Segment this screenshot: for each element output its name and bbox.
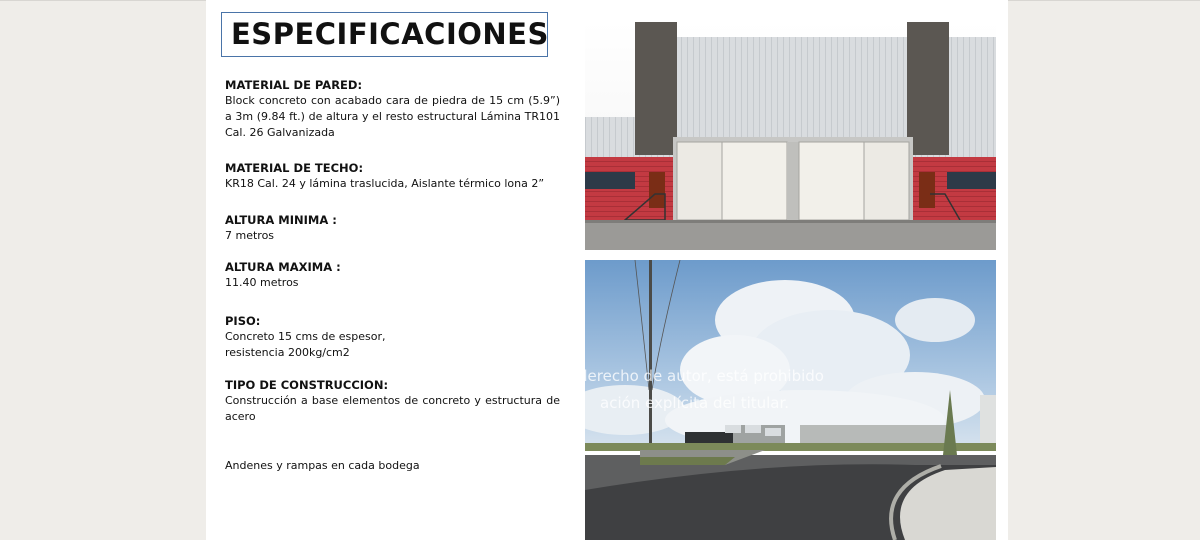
spec-max-height <box>225 260 560 291</box>
spec-heading: MATERIAL DE TECHO: <box>225 161 364 175</box>
copyright-watermark-line-1: derecho de autor, está prohibido <box>578 367 824 385</box>
spec-text: 11.40 metros <box>225 276 299 289</box>
document-page <box>206 0 1008 540</box>
spec-min-height <box>225 213 560 244</box>
spec-text: 7 metros <box>225 229 275 242</box>
spec-text: KR18 Cal. 24 y lámina traslucida, Aislante térmico lona 2” <box>225 177 545 190</box>
spec-heading: ALTURA MAXIMA : <box>225 260 341 274</box>
spec-construction-type <box>225 378 560 425</box>
spec-heading: PISO: <box>225 314 261 328</box>
note-docks-ramps <box>225 458 560 474</box>
spec-wall-material <box>225 78 560 141</box>
spec-roof-material <box>225 161 560 192</box>
spec-text: Concreto 15 cms de espesor, resistencia 200kg/cm2 <box>225 330 386 359</box>
spec-text: Block concreto con acabado cara de piedra de 15 cm (5.9”) a 3m (9.84 ft.) de altura y el resto estructural Lámina TR101 Cal. 26 Galvanizada <box>225 94 560 139</box>
spec-heading: TIPO DE CONSTRUCCION: <box>225 378 389 392</box>
warehouse-facade-photo <box>585 22 996 250</box>
spec-heading: ALTURA MINIMA : <box>225 213 337 227</box>
spec-floor <box>225 314 405 361</box>
spec-text: Construcción a base elementos de concreto y estructura de acero <box>225 394 560 423</box>
title-box <box>221 12 548 57</box>
spec-heading: MATERIAL DE PARED: <box>225 78 363 92</box>
copyright-watermark-line-2: ación explícita del titular. <box>600 394 790 412</box>
note-text: Andenes y rampas en cada bodega <box>225 459 420 472</box>
page-title: ESPECIFICACIONES <box>231 17 549 51</box>
